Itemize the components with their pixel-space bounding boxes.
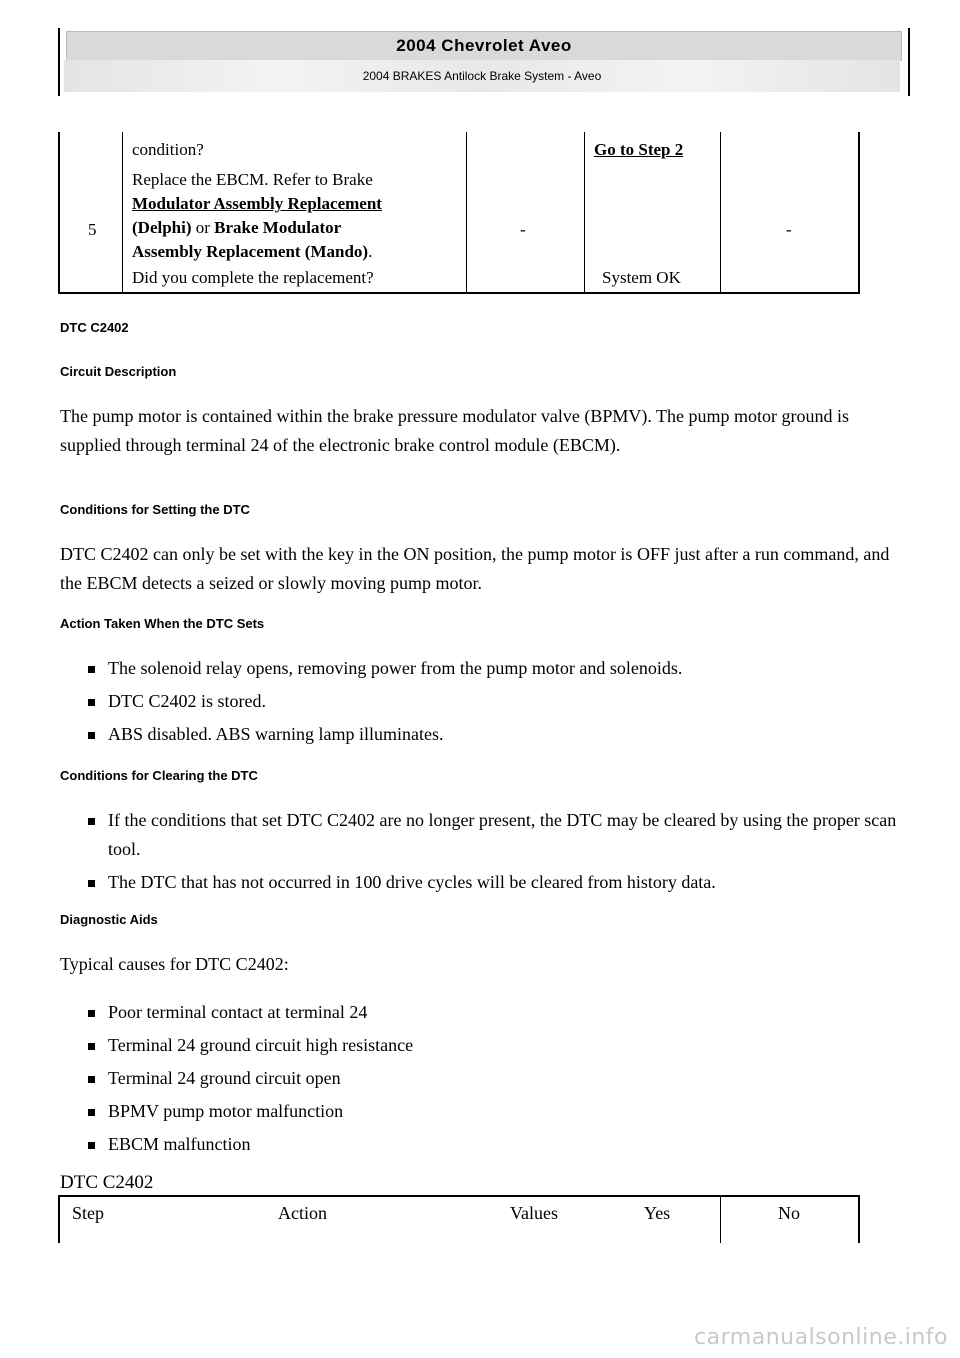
period-text: . <box>368 242 373 261</box>
diagnostic-table-continued <box>58 132 860 294</box>
row4-yes-cell <box>594 138 683 162</box>
circuit-description-text: The pump motor is contained within the brake pressure modulator valve (BPMV). The pump motor ground is supplied through terminal 24 of the electronic brake control module (EBCM). <box>60 406 850 455</box>
bullet-icon <box>88 1142 95 1149</box>
diagnostic-aids-heading: Diagnostic Aids <box>60 912 158 927</box>
row5-action-line2 <box>132 192 382 216</box>
typical-causes-list <box>84 998 904 1163</box>
col-divider <box>584 132 585 292</box>
row5-action-line1: Replace the EBCM. Refer to Brake <box>132 170 373 189</box>
bullet-icon <box>88 818 95 825</box>
brake-modulator-link[interactable]: Brake Modulator <box>214 218 342 237</box>
conditions-clearing-heading: Conditions for Clearing the DTC <box>60 768 258 783</box>
row5-values: - <box>520 220 526 239</box>
bullet-icon <box>88 666 95 673</box>
bullet-icon <box>88 1010 95 1017</box>
bullet-icon <box>88 732 95 739</box>
bullet-icon <box>88 1076 95 1083</box>
row5-action-line3 <box>132 216 341 240</box>
bullet-icon <box>88 1109 95 1116</box>
col-divider <box>466 132 467 292</box>
goto-step-link[interactable]: Go to Step 2 <box>594 140 684 159</box>
circuit-description-heading: Circuit Description <box>60 364 177 379</box>
list-item: DTC C2402 is stored. <box>84 687 904 716</box>
list-item: The DTC that has not occurred in 100 drive cycles will be cleared from history data. <box>84 868 904 897</box>
list-item: If the conditions that set DTC C2402 are no longer present, the DTC may be cleared by using the proper scan tool. <box>84 806 904 864</box>
row5-step: 5 <box>88 220 97 239</box>
row5-no: - <box>786 220 792 239</box>
list-item: Poor terminal contact at terminal 24 <box>84 998 904 1027</box>
bullet-icon <box>88 880 95 887</box>
list-item: The solenoid relay opens, removing power from the pump motor and solenoids. <box>84 654 904 683</box>
list-item: Terminal 24 ground circuit high resistance <box>84 1031 904 1060</box>
list-item: BPMV pump motor malfunction <box>84 1097 904 1126</box>
watermark: carmanualsonline.info <box>694 1325 948 1350</box>
conditions-clearing-list <box>84 806 904 901</box>
list-item: ABS disabled. ABS warning lamp illuminates. <box>84 720 904 749</box>
mando-link[interactable]: Assembly Replacement (Mando) <box>132 242 369 261</box>
bullet-icon <box>88 699 95 706</box>
col-divider <box>720 132 721 292</box>
header-title: 2004 Chevrolet Aveo <box>66 31 902 61</box>
delphi-link[interactable]: (Delphi) <box>132 218 192 237</box>
row5-question: Did you complete the replacement? <box>132 268 374 287</box>
conditions-setting-text: DTC C2402 can only be set with the key in the ON position, the pump motor is OFF just after a run command, and the EBCM detects a seized or slowly moving pump motor. <box>60 544 890 593</box>
action-taken-heading: Action Taken When the DTC Sets <box>60 616 265 631</box>
action-taken-list <box>84 654 904 753</box>
col-divider <box>720 1197 721 1243</box>
column-header-no: No <box>778 1203 800 1223</box>
column-header-step: Step <box>72 1203 105 1223</box>
modulator-replacement-link[interactable]: Modulator Assembly Replacement <box>132 194 382 213</box>
conditions-setting-heading: Conditions for Setting the DTC <box>60 502 250 517</box>
list-item: EBCM malfunction <box>84 1130 904 1159</box>
row4-action-tail: condition? <box>132 140 204 159</box>
column-header-yes: Yes <box>644 1203 671 1223</box>
row5-action-line4 <box>132 240 372 264</box>
header-subtitle: 2004 BRAKES Antilock Brake System - Aveo <box>64 60 900 92</box>
bullet-icon <box>88 1043 95 1050</box>
or-text: or <box>195 218 210 237</box>
dtc-heading: DTC C2402 <box>60 320 129 335</box>
diagnostic-aids-intro: Typical causes for DTC C2402: <box>60 954 289 974</box>
diagnostic-table <box>58 1195 860 1243</box>
column-header-values: Values <box>510 1203 558 1223</box>
row5-yes: System OK <box>602 268 681 287</box>
table-caption: DTC C2402 <box>60 1172 154 1193</box>
list-item: Terminal 24 ground circuit open <box>84 1064 904 1093</box>
column-header-action: Action <box>278 1203 327 1223</box>
col-divider <box>122 132 123 292</box>
